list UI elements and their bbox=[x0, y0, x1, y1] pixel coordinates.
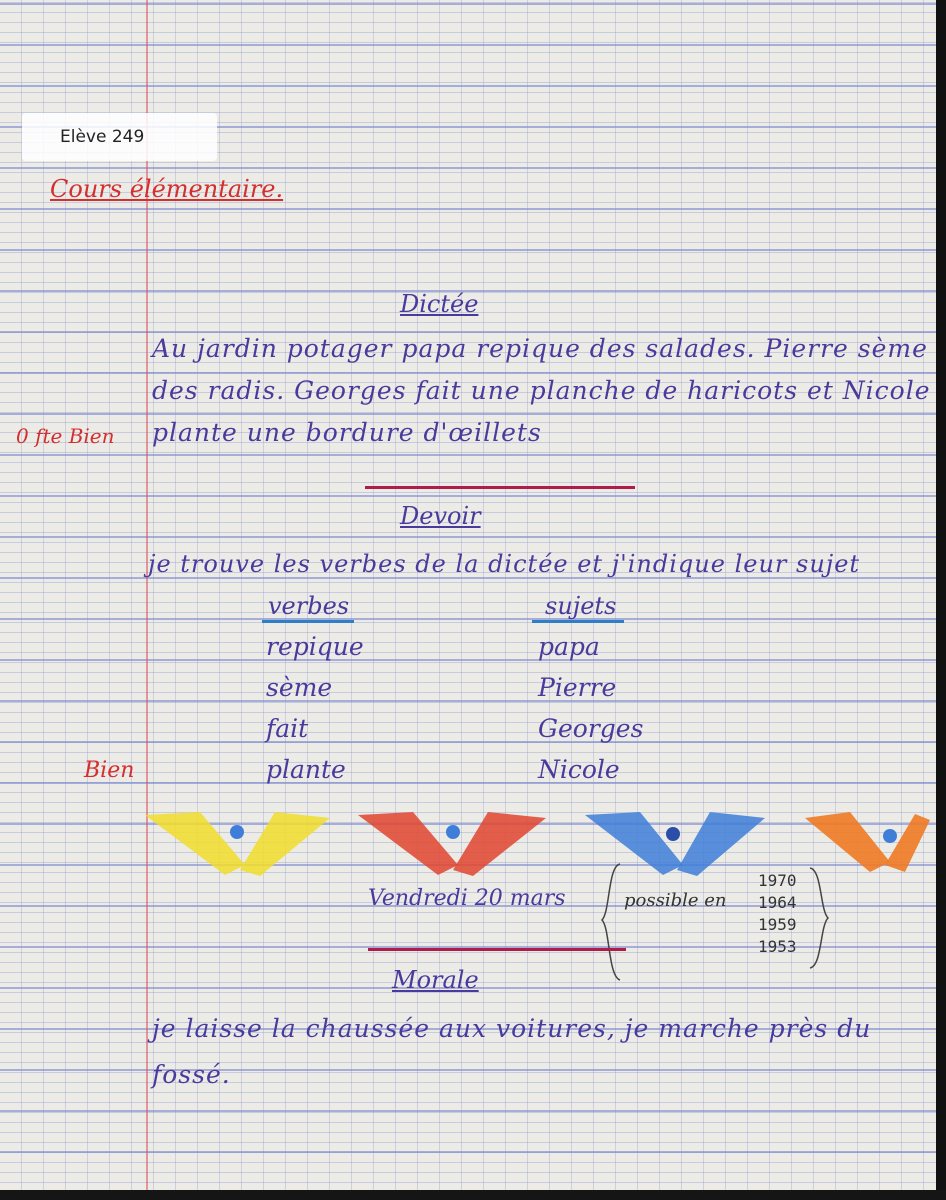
subjects-header: sujets bbox=[545, 592, 617, 620]
date-text: Vendredi 20 mars bbox=[368, 886, 566, 911]
year-item: 1959 bbox=[758, 915, 797, 934]
dictee-line-2: des radis. Georges fait une planche de haricots et Nicole bbox=[152, 376, 931, 405]
page-edge-bottom bbox=[0, 1190, 946, 1200]
student-label-text: Elève 249 bbox=[60, 127, 145, 147]
left-brace bbox=[600, 862, 622, 982]
year-item: 1970 bbox=[758, 871, 797, 890]
student-label bbox=[22, 113, 217, 161]
divider-2 bbox=[368, 948, 626, 951]
course-header: Cours élémentaire. bbox=[50, 175, 284, 203]
devoir-title: Devoir bbox=[400, 502, 481, 530]
red-ornament bbox=[358, 810, 546, 880]
right-brace bbox=[808, 866, 830, 970]
subject-item: papa bbox=[538, 632, 600, 661]
morale-line-2: fossé. bbox=[152, 1060, 231, 1089]
dictee-title: Dictée bbox=[400, 290, 479, 318]
verbs-header: verbes bbox=[268, 592, 350, 620]
verb-item: sème bbox=[266, 673, 333, 702]
devoir-instruction: je trouve les verbes de la dictée et j'indique leur sujet bbox=[148, 550, 861, 578]
dictee-grade: 0 fte Bien bbox=[16, 424, 115, 448]
divider-1 bbox=[365, 486, 635, 489]
morale-line-1: je laisse la chaussée aux voitures, je marche près du bbox=[152, 1014, 872, 1043]
page-edge-right bbox=[936, 0, 946, 1200]
year-item: 1953 bbox=[758, 937, 797, 956]
verb-item: fait bbox=[266, 714, 309, 743]
verbs-column bbox=[266, 632, 364, 789]
yellow-ornament bbox=[145, 810, 330, 880]
verb-item: plante bbox=[266, 755, 346, 784]
subject-item: Nicole bbox=[538, 755, 620, 784]
morale-title: Morale bbox=[392, 966, 479, 994]
years-list bbox=[758, 870, 797, 958]
date-note: possible en bbox=[624, 890, 727, 911]
verbs-underline bbox=[262, 620, 354, 623]
subjects-underline bbox=[532, 620, 624, 623]
dictee-line-3: plante une bordure d'œillets bbox=[152, 418, 542, 447]
subject-item: Georges bbox=[538, 714, 644, 743]
verb-item: repique bbox=[266, 632, 364, 661]
subjects-column bbox=[538, 632, 643, 789]
year-item: 1964 bbox=[758, 893, 797, 912]
dictee-line-1: Au jardin potager papa repique des salades. Pierre sème bbox=[152, 334, 928, 363]
subject-item: Pierre bbox=[538, 673, 617, 702]
devoir-grade: Bien bbox=[84, 758, 135, 783]
